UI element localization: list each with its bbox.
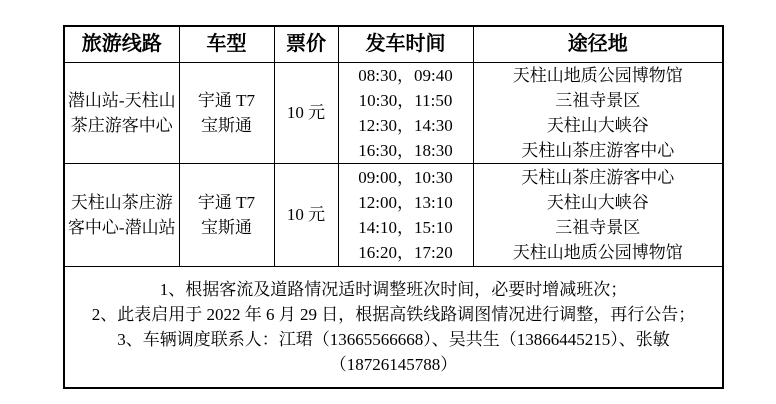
vehicle-line: 宝斯通: [201, 217, 252, 237]
col-header-price: 票价: [274, 26, 338, 62]
table-row: [64, 163, 723, 266]
departure-time: 16:20，17:20: [358, 242, 453, 262]
via-stop: 天柱山大峡谷: [546, 115, 649, 135]
bus-schedule-table: [63, 25, 724, 389]
vehicle-line: 宇通 T7: [197, 192, 256, 212]
via-stop: 三祖寺景区: [555, 90, 641, 110]
notes-cell: [64, 266, 723, 388]
via-stops-cell: [473, 163, 723, 266]
departure-time: 08:30，09:40: [358, 65, 453, 85]
vehicle-line: 宇通 T7: [197, 90, 256, 110]
via-stop: 天柱山茶庄游客中心: [521, 167, 675, 187]
departure-time: 14:10，15:10: [358, 217, 453, 237]
via-stop: 三祖寺景区: [555, 217, 641, 237]
via-stop: 天柱山地质公园博物馆: [512, 65, 683, 85]
table-header-row: [64, 26, 723, 62]
via-stop: 天柱山大峡谷: [546, 192, 649, 212]
table-row: [64, 62, 723, 163]
departure-time: 16:30，18:30: [358, 140, 453, 160]
departure-time: 10:30，11:50: [358, 90, 453, 110]
departure-times-cell: [338, 62, 473, 163]
price-cell: 10 元: [274, 62, 338, 163]
vehicle-cell: [179, 163, 274, 266]
departure-time: 12:30，14:30: [358, 115, 453, 135]
price-cell: 10 元: [274, 163, 338, 266]
col-header-route: 旅游线路: [64, 26, 179, 62]
col-header-departure-times: 发车时间: [338, 26, 473, 62]
via-stop: 天柱山地质公园博物馆: [512, 242, 683, 262]
departure-time: 09:00，10:30: [358, 167, 453, 187]
note-line: 1、根据客流及道路情况适时调整班次时间，必要时增减班次；: [159, 279, 628, 299]
notes-row: [64, 266, 723, 388]
vehicle-line: 宝斯通: [201, 115, 252, 135]
note-line: 3、车辆调度联系人：江珺（13665566668）、吴共生（13866445215）、张敏（18726145788）: [117, 329, 670, 374]
col-header-vehicle: 车型: [179, 26, 274, 62]
via-stop: 天柱山茶庄游客中心: [521, 140, 675, 160]
departure-time: 12:00，13:10: [358, 192, 453, 212]
departure-times-cell: [338, 163, 473, 266]
route-cell: 潜山站-天柱山茶庄游客中心: [64, 62, 179, 163]
col-header-via-stops: 途径地: [473, 26, 723, 62]
vehicle-cell: [179, 62, 274, 163]
note-line: 2、此表启用于 2022 年 6 月 29 日，根据高铁线路调图情况进行调整，再行公告；: [91, 304, 696, 324]
route-cell: 天柱山茶庄游客中心-潜山站: [64, 163, 179, 266]
via-stops-cell: [473, 62, 723, 163]
